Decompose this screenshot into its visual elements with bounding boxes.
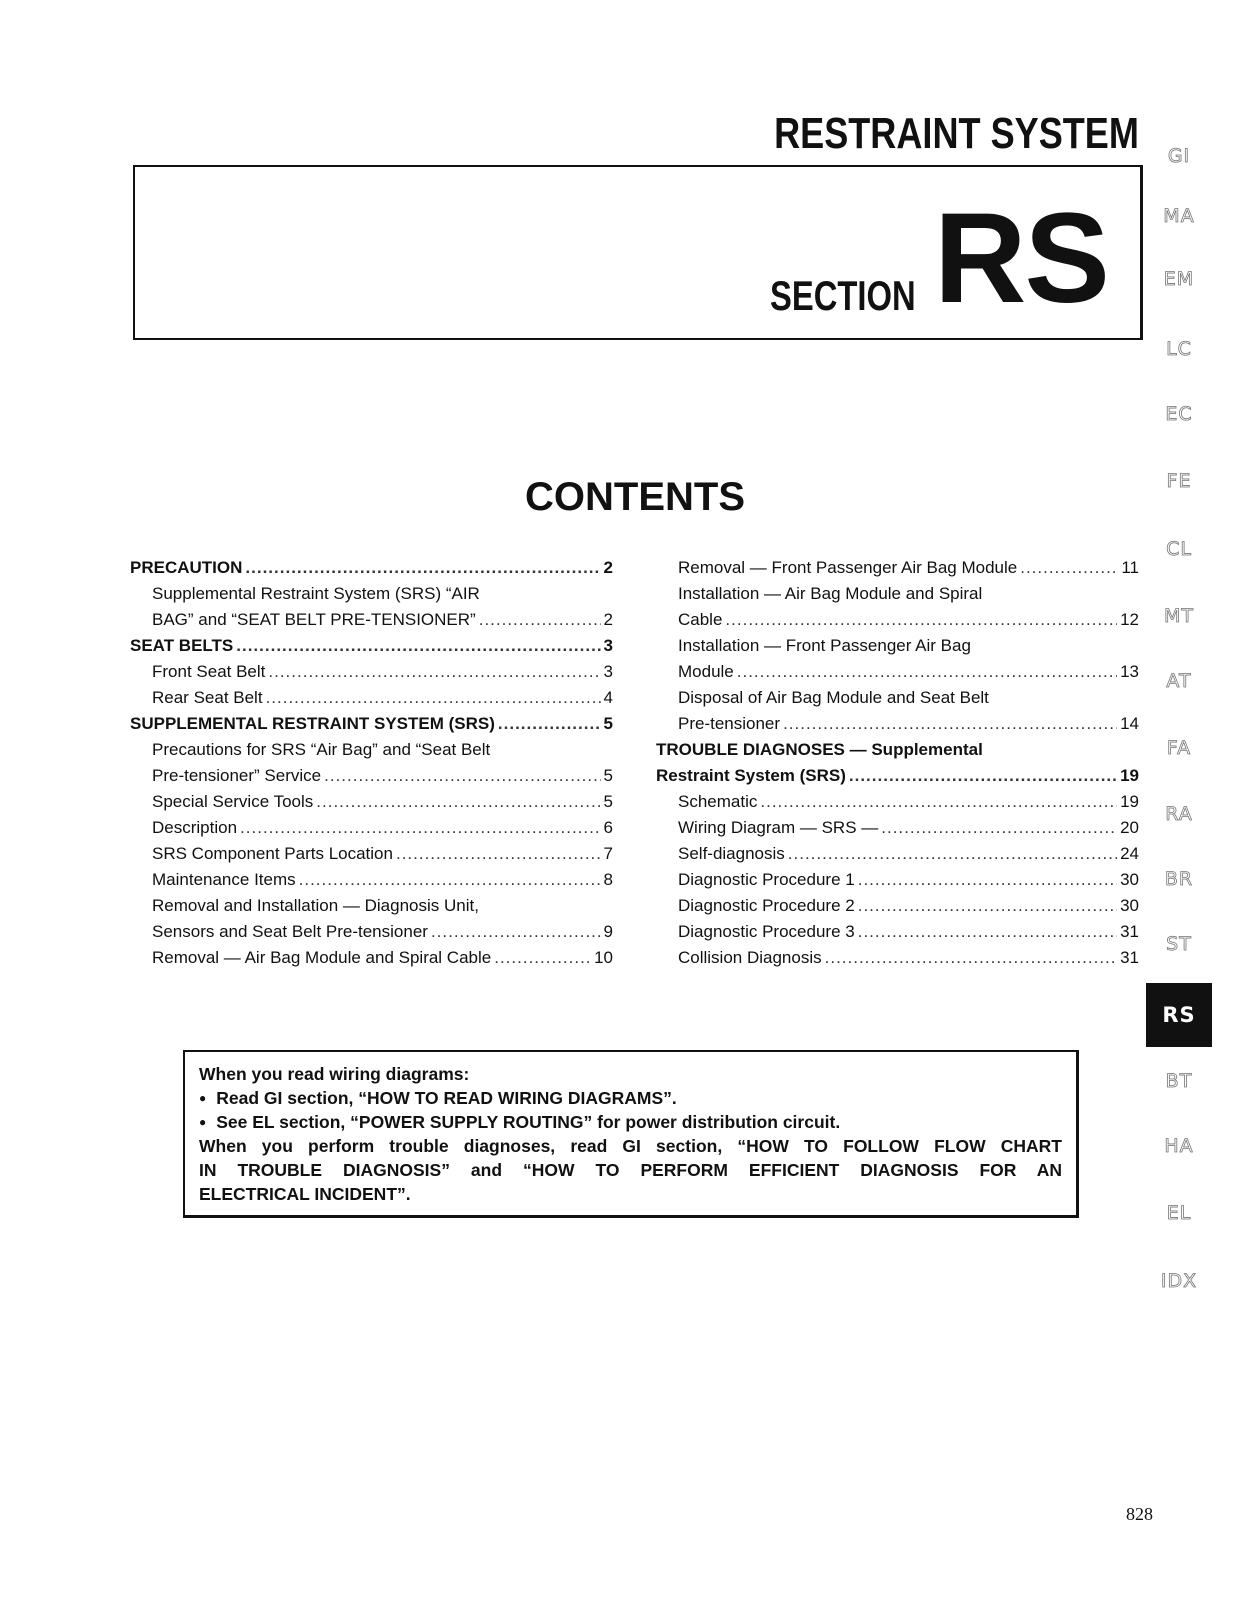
toc-entry-label: Self-diagnosis: [678, 844, 785, 863]
toc-entry: TROUBLE DIAGNOSES — Supplemental: [656, 740, 983, 759]
toc-left-column: [130, 555, 613, 971]
toc-entry-label: Special Service Tools: [152, 792, 314, 811]
section-tab-rs[interactable]: RS: [1146, 983, 1212, 1047]
toc-leader-dots: [788, 841, 1117, 867]
toc-entry-page: 19: [1120, 766, 1139, 785]
toc-entry: [130, 919, 613, 945]
toc-entry-label: Front Seat Belt: [152, 662, 266, 681]
section-tab-ha[interactable]: HA: [1164, 1135, 1194, 1157]
toc-entry-label: Rear Seat Belt: [152, 688, 263, 707]
toc-leader-dots: [479, 607, 601, 633]
toc-entry-label: Restraint System (SRS): [656, 766, 846, 785]
toc-leader-dots: [725, 607, 1117, 633]
toc-entry-label: Removal — Front Passenger Air Bag Module: [678, 558, 1018, 577]
section-tab-cl[interactable]: CL: [1166, 538, 1192, 560]
note-line: ELECTRICAL INCIDENT”.: [199, 1184, 411, 1204]
toc-entry-page: 2: [603, 558, 613, 577]
toc-leader-dots: [737, 659, 1117, 685]
toc-entry-label: Diagnostic Procedure 1: [678, 870, 855, 889]
toc-entry: [656, 555, 1139, 581]
section-tab-ra[interactable]: RA: [1165, 803, 1193, 825]
toc-leader-dots: [245, 555, 600, 581]
toc-entry-page: 31: [1120, 948, 1139, 967]
toc-entry: [130, 685, 613, 711]
toc-entry-label: Module: [678, 662, 734, 681]
toc-entry-label: Description: [152, 818, 238, 837]
contents-heading: CONTENTS: [525, 475, 745, 519]
section-tab-br[interactable]: BR: [1164, 868, 1194, 890]
toc-entry-page: 5: [603, 714, 613, 733]
section-tab-fe[interactable]: FE: [1166, 470, 1192, 492]
toc-leader-dots: [266, 685, 601, 711]
toc-entry-page: 5: [603, 792, 613, 811]
toc-leader-dots: [881, 815, 1117, 841]
toc-entry: [656, 607, 1139, 633]
toc-entry-page: 8: [603, 870, 613, 889]
toc-entry: Removal and Installation — Diagnosis Unit,: [152, 896, 479, 915]
section-tab-el[interactable]: EL: [1166, 1202, 1192, 1224]
section-tab-mt[interactable]: MT: [1164, 605, 1194, 627]
toc-entry: [130, 763, 613, 789]
note-bullet: ● See EL section, “POWER SUPPLY ROUTING” for power distribution circuit.: [199, 1110, 1062, 1134]
section-tab-bt[interactable]: BT: [1165, 1070, 1193, 1092]
toc-entry: [130, 841, 613, 867]
section-tab-fa[interactable]: FA: [1166, 737, 1192, 759]
toc-entry: [656, 711, 1139, 737]
toc-entry-label: SUPPLEMENTAL RESTRAINT SYSTEM (SRS): [130, 714, 495, 733]
section-tab-ec[interactable]: EC: [1165, 403, 1193, 425]
toc-entry-page: 30: [1120, 870, 1139, 889]
toc-entry-label: Diagnostic Procedure 3: [678, 922, 855, 941]
toc-entry: Supplemental Restraint System (SRS) “AIR: [152, 584, 480, 603]
toc-entry-page: 10: [594, 948, 613, 967]
section-tab-lc[interactable]: LC: [1166, 338, 1192, 360]
toc-leader-dots: [825, 945, 1117, 971]
toc-entry: [130, 789, 613, 815]
toc-leader-dots: [858, 893, 1117, 919]
section-tab-st[interactable]: ST: [1166, 933, 1192, 955]
toc-entry: [656, 763, 1139, 789]
toc-leader-dots: [858, 919, 1117, 945]
toc-entry: [130, 607, 613, 633]
toc-entry-label: Collision Diagnosis: [678, 948, 822, 967]
toc-entry-page: 5: [603, 766, 613, 785]
toc-entry: [130, 945, 613, 971]
toc-entry: [130, 555, 613, 581]
toc-entry-page: 14: [1120, 714, 1139, 733]
toc-entry-page: 6: [603, 818, 613, 837]
toc-entry: [656, 893, 1139, 919]
toc-leader-dots: [268, 659, 600, 685]
toc-leader-dots: [1020, 555, 1118, 581]
toc-entry-page: 11: [1121, 558, 1139, 577]
toc-entry-label: Cable: [678, 610, 723, 629]
toc-entry-page: 3: [603, 662, 613, 681]
toc-entry: [656, 867, 1139, 893]
toc-entry-label: Pre-tensioner” Service: [152, 766, 322, 785]
toc-leader-dots: [849, 763, 1117, 789]
section-tab-idx[interactable]: IDX: [1160, 1270, 1198, 1292]
toc-entry-label: Removal — Air Bag Module and Spiral Cable: [152, 948, 492, 967]
toc-entry: Disposal of Air Bag Module and Seat Belt: [678, 688, 989, 707]
toc-leader-dots: [240, 815, 600, 841]
note-heading: When you read wiring diagrams:: [199, 1064, 470, 1084]
toc-leader-dots: [760, 789, 1117, 815]
toc-entry: [130, 711, 613, 737]
toc-entry: [656, 919, 1139, 945]
note-line: IN TROUBLE DIAGNOSIS” and “HOW TO PERFORM EFFICIENT DIAGNOSIS FOR AN: [199, 1160, 1062, 1180]
page-title: RESTRAINT SYSTEM: [774, 109, 1139, 158]
toc-entry-label: BAG” and “SEAT BELT PRE-TENSIONER”: [152, 610, 476, 629]
toc-entry-label: PRECAUTION: [130, 558, 243, 577]
toc-entry-page: 2: [603, 610, 613, 629]
toc-leader-dots: [316, 789, 600, 815]
section-tab-gi[interactable]: GI: [1167, 145, 1191, 167]
toc-entry-label: SRS Component Parts Location: [152, 844, 393, 863]
toc-entry-label: Maintenance Items: [152, 870, 296, 889]
toc-entry: [130, 815, 613, 841]
section-tab-ma[interactable]: MA: [1163, 205, 1195, 227]
toc-entry-page: 19: [1120, 792, 1139, 811]
toc-entry-label: Diagnostic Procedure 2: [678, 896, 855, 915]
toc-entry: Precautions for SRS “Air Bag” and “Seat Belt: [152, 740, 491, 759]
toc-entry: [656, 841, 1139, 867]
toc-entry-label: SEAT BELTS: [130, 636, 234, 655]
toc-entry-page: 9: [603, 922, 613, 941]
toc-entry-page: 3: [603, 636, 613, 655]
toc-entry: Installation — Air Bag Module and Spiral: [678, 584, 983, 603]
toc-entry-page: 7: [603, 844, 613, 863]
toc-leader-dots: [498, 711, 601, 737]
toc-entry-page: 12: [1120, 610, 1139, 629]
page-number: 828: [1126, 1504, 1153, 1524]
toc-entry-page: 20: [1120, 818, 1139, 837]
toc-entry-label: Pre-tensioner: [678, 714, 781, 733]
wiring-diagram-note: [183, 1050, 1079, 1218]
toc-entry-label: Wiring Diagram — SRS —: [678, 818, 879, 837]
toc-leader-dots: [324, 763, 600, 789]
toc-entry: [656, 945, 1139, 971]
toc-leader-dots: [783, 711, 1117, 737]
toc-right-column: [656, 555, 1139, 971]
note-bullet: ● Read GI section, “HOW TO READ WIRING DIAGRAMS”.: [199, 1086, 1062, 1110]
toc-leader-dots: [858, 867, 1117, 893]
toc-entry: [656, 659, 1139, 685]
section-tab-at[interactable]: AT: [1166, 670, 1192, 692]
toc-leader-dots: [431, 919, 601, 945]
toc-entry: [130, 659, 613, 685]
toc-entry: [130, 633, 613, 659]
toc-entry-page: 4: [603, 688, 613, 707]
toc-leader-dots: [494, 945, 591, 971]
toc-entry-label: Sensors and Seat Belt Pre-tensioner: [152, 922, 428, 941]
toc-entry-label: Schematic: [678, 792, 758, 811]
toc-leader-dots: [299, 867, 601, 893]
toc-entry-page: 13: [1120, 662, 1139, 681]
toc-entry-page: 24: [1120, 844, 1139, 863]
toc-entry-page: 30: [1120, 896, 1139, 915]
toc-leader-dots: [396, 841, 601, 867]
toc-entry: [656, 815, 1139, 841]
toc-entry: Installation — Front Passenger Air Bag: [678, 636, 971, 655]
toc-entry: [656, 789, 1139, 815]
note-line: When you perform trouble diagnoses, read GI section, “HOW TO FOLLOW FLOW CHART: [199, 1136, 1062, 1156]
section-code: RS: [934, 187, 1108, 330]
section-tab-em[interactable]: EM: [1163, 268, 1195, 290]
toc-entry: [130, 867, 613, 893]
section-label: SECTION: [770, 272, 916, 319]
toc-leader-dots: [236, 633, 600, 659]
toc-entry-page: 31: [1120, 922, 1139, 941]
